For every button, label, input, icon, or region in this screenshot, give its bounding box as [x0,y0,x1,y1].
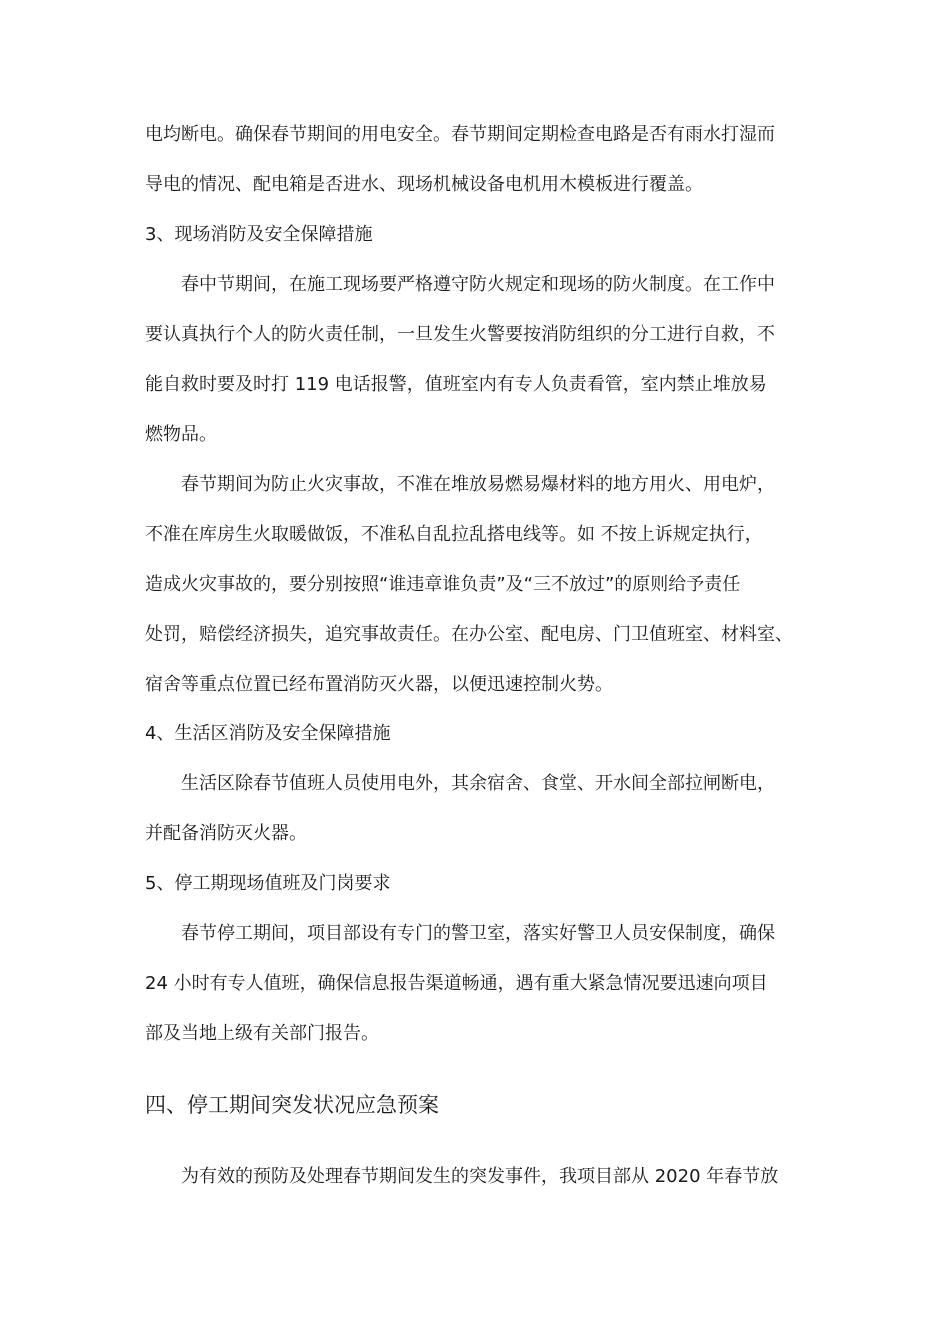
paragraph-line: 部及当地上级有关部门报告。 [145,1023,379,1044]
paragraph-line: 能自救时要及时打 119 电话报警，值班室内有专人负责看管，室内禁止堆放易 [145,374,767,395]
section-heading-3: 3、现场消防及安全保障措施 [145,224,373,245]
paragraph-line: 春中节期间，在施工现场要严格遵守防火规定和现场的防火制度。在工作中 [181,274,775,295]
chapter-heading: 四、停工期间突发状况应急预案 [145,1093,439,1117]
paragraph-line: 24 小时有专人值班，确保信息报告渠道畅通，遇有重大紧急情况要迅速向项目 [145,973,768,994]
paragraph-line: 生活区除春节值班人员使用电外，其余宿舍、食堂、开水间全部拉闸断电， [181,773,775,794]
paragraph-line: 春节停工期间，项目部设有专门的警卫室，落实好警卫人员安保制度，确保 [181,923,775,944]
section-heading-4: 4、生活区消防及安全保障措施 [145,723,391,744]
paragraph-line: 燃物品。 [145,424,217,445]
paragraph-line: 为有效的预防及处理春节期间发生的突发事件，我项目部从 2020 年春节放 [181,1166,779,1187]
paragraph-line: 春节期间为防止火灾事故，不准在堆放易燃易爆材料的地方用火、用电炉， [181,474,775,495]
paragraph-line: 处罚，赔偿经济损失，追究事故责任。在办公室、配电房、门卫值班室、材料室、 [145,624,793,645]
paragraph-line: 并配备消防灭火器。 [145,823,307,844]
paragraph-line: 不准在库房生火取暖做饭，不准私自乱拉乱搭电线等。如 不按上诉规定执行， [145,524,763,545]
paragraph-line: 要认真执行个人的防火责任制，一旦发生火警要按消防组织的分工进行自救，不 [145,324,775,345]
section-heading-5: 5、停工期现场值班及门岗要求 [145,873,391,894]
paragraph-line: 电均断电。确保春节期间的用电安全。春节期间定期检查电路是否有雨水打湿而 [145,124,775,145]
paragraph-line: 导电的情况、配电箱是否进水、现场机械设备电机用木模板进行覆盖。 [145,174,703,195]
paragraph-line: 宿舍等重点位置已经布置消防灭火器，以便迅速控制火势。 [145,674,613,695]
paragraph-line: 造成火灾事故的，要分别按照“谁违章谁负责”及“三不放过”的原则给予责任 [145,574,741,595]
